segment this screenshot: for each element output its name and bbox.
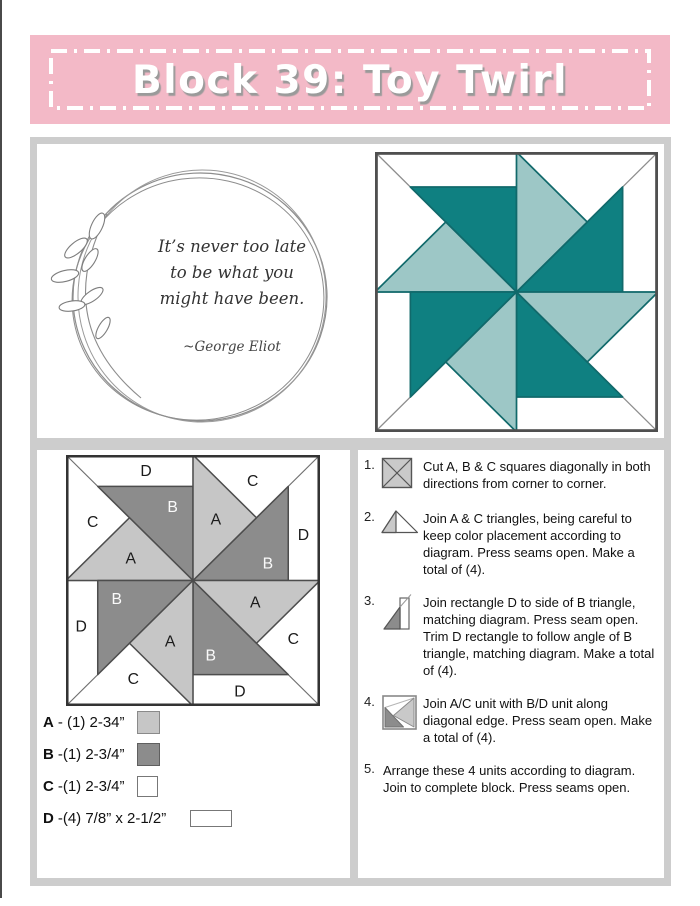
fabric-letter: D [43,809,54,827]
fabric-list [43,710,343,838]
step-number: 4. [364,694,375,709]
page-edge-line [0,0,2,898]
quote-line-2: to be what you [170,263,294,282]
white-rectangle-swatch [190,810,232,827]
svg-text:D: D [140,462,152,480]
svg-text:A: A [164,633,176,651]
svg-text:C: C [247,472,259,490]
svg-text:B: B [205,647,217,665]
svg-text:D: D [297,526,310,544]
fabric-cut-size: -(1) 2-3/4” [57,745,125,763]
fabric-row-c [43,774,343,798]
instructions-list [364,456,660,810]
fabric-letter: A [43,713,54,731]
step-text: Join rectangle D to side of B triangle, matching diagram. Press seam open. Trim D rectangle to follow angle of B triangle, matching diagram. Make a total of (4). [423,595,655,678]
step-number: 3. [364,593,375,608]
diagram-panel [37,450,350,878]
step-text: Join A & C triangles, being careful to keep color placement according to diagram. Press seams open. Make a total of (4). [423,511,635,577]
svg-text:B: B [262,555,274,573]
svg-text:B: B [167,499,178,517]
fabric-row-a [43,710,343,734]
fabric-cut-size: -(4) 7/8” x 2-1/2” [57,809,167,827]
fabric-letter: C [43,777,54,795]
fabric-row-d [43,806,343,830]
instruction-step-4 [364,693,660,746]
light-grey-swatch [137,711,160,734]
dark-grey-swatch [137,743,160,766]
quilt-block-preview [375,152,658,432]
fabric-row-b [43,742,343,766]
fabric-cut-size: - (1) 2-34” [57,713,125,731]
page-title: Block 39: Toy Twirl [131,58,568,103]
quote-author: ~George Eliot [183,339,281,355]
quote-line-3: might have been. [159,289,305,308]
svg-text:B: B [111,590,123,608]
quilt-block-diagram [66,455,320,706]
svg-text:A: A [210,511,222,529]
ac-triangle-unit-icon [381,508,423,539]
step-text: Cut A, B & C squares diagonally in both directions from corner to corner. [423,459,651,491]
fabric-letter: B [43,745,54,763]
fabric-cut-size: -(1) 2-3/4” [57,777,125,795]
quote [112,234,352,360]
svg-text:D: D [234,683,246,701]
instruction-step-3 [364,592,660,679]
cut-square-x-icon [381,456,423,494]
header-banner [30,35,670,124]
instruction-step-5 [364,760,660,796]
instruction-step-1 [364,456,660,494]
step-text: Arrange these 4 units according to diagram. Join to complete block. Press seams open. [383,763,636,795]
svg-text:C: C [86,514,99,532]
instruction-step-2 [364,508,660,578]
svg-text:D: D [75,618,87,636]
bd-unit-icon [381,592,423,636]
top-panel [37,144,664,438]
quadrant-unit-icon [381,693,423,736]
svg-text:C: C [127,671,139,689]
content-frame [30,137,671,886]
step-number: 5. [364,761,375,776]
svg-text:A: A [249,594,261,612]
svg-text:A: A [125,550,137,568]
step-number: 1. [364,457,375,472]
quote-line-1: It’s never too late [158,237,306,256]
instructions-panel [358,450,664,878]
step-text: Join A/C unit with B/D unit along diagonal edge. Press seam open. Make a total of (4). [423,696,653,745]
step-number: 2. [364,509,375,524]
svg-text:C: C [287,631,300,648]
white-swatch [137,776,158,797]
